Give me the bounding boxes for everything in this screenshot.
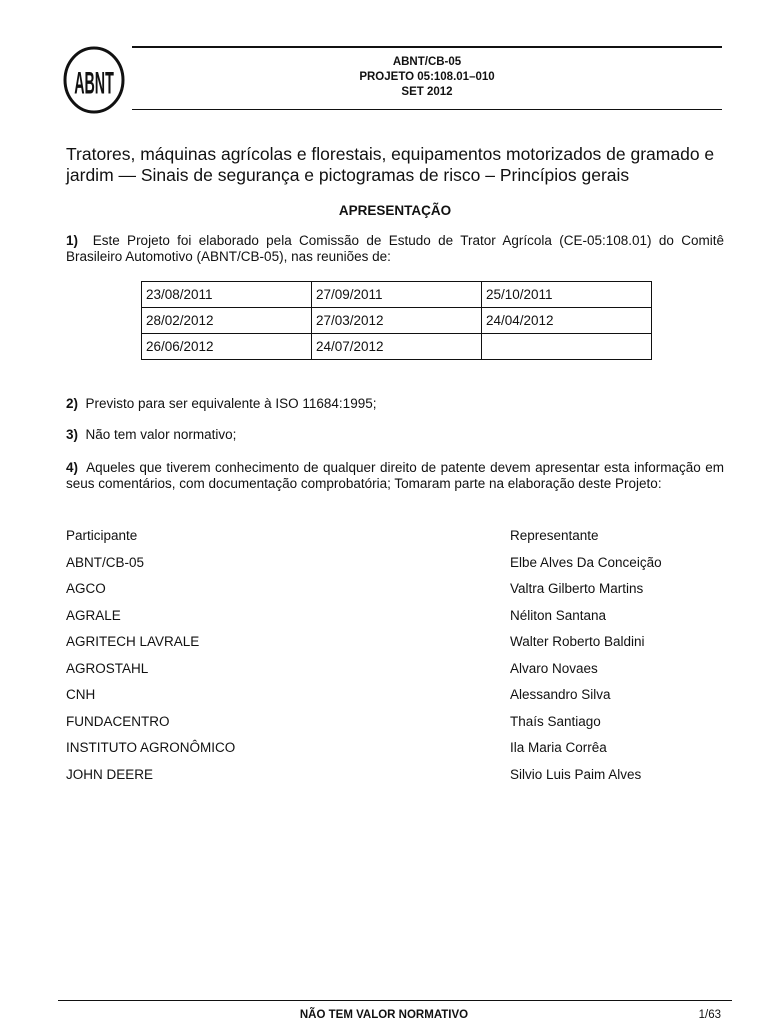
representative-name: Alessandro Silva — [510, 687, 611, 702]
section-heading: APRESENTAÇÃO — [338, 203, 452, 218]
representative-name: Valtra Gilberto Martins — [510, 581, 644, 596]
table-row — [142, 282, 652, 308]
participant-name: AGCO — [66, 581, 106, 596]
paragraph-1 — [66, 233, 724, 265]
participant-name: AGRITECH LAVRALE — [66, 634, 200, 649]
document-header — [132, 55, 722, 100]
participant-name: AGROSTAHL — [66, 660, 149, 676]
meeting-date: 24/07/2012 — [312, 334, 482, 360]
abnt-logo — [63, 46, 125, 114]
paragraph-number: 3) — [66, 427, 79, 442]
table-row — [142, 308, 652, 334]
meeting-date: 27/03/2012 — [312, 308, 482, 334]
table-row — [142, 334, 652, 360]
paragraph-number: 2) — [66, 396, 79, 411]
meeting-date: 24/04/2012 — [482, 308, 652, 334]
representative-name: Thaís Santiago — [510, 713, 601, 729]
representative-name: Walter Roberto Baldini — [510, 634, 645, 649]
representative-name: Néliton Santana — [510, 607, 607, 623]
meeting-date-empty — [482, 334, 652, 360]
participant-name: CNH — [66, 687, 96, 702]
meeting-date: 25/10/2011 — [482, 282, 652, 308]
representatives-column — [510, 523, 662, 788]
participant-name: ABNT/CB-05 — [66, 554, 145, 570]
page-number: 1/63 — [698, 1009, 721, 1021]
document-title: Tratores, máquinas agrícolas e florestais, equipamentos motorizados de gramado e jardim — Sinais de segurança e pictogramas de risco – Princípios gerais — [66, 144, 715, 185]
project-date: SET 2012 — [401, 86, 453, 98]
header-rule-bottom — [132, 109, 722, 110]
footer-notice: NÃO TEM VALOR NORMATIVO — [299, 1009, 469, 1021]
meetings-table — [141, 281, 652, 360]
participants-header: Participante — [66, 528, 138, 543]
paragraph-text: Não tem valor normativo; — [85, 427, 237, 442]
footer-rule — [58, 1000, 732, 1001]
participant-name: JOHN DEERE — [66, 766, 154, 782]
representative-name: Silvio Luis Paim Alves — [510, 766, 642, 782]
representative-name: Elbe Alves Da Conceição — [510, 554, 662, 570]
paragraph-text: Aqueles que tiverem conhecimento de qualquer direito de patente devem apresentar esta informação em seus comentários, com documentação comprobatória; Tomaram parte na elaboração deste Projeto: — [66, 460, 724, 491]
meeting-date: 23/08/2011 — [142, 282, 312, 308]
paragraph-number: 1) — [66, 233, 79, 248]
participant-name: AGRALE — [66, 607, 121, 623]
representative-name: Alvaro Novaes — [510, 660, 598, 676]
committee-code: ABNT/CB-05 — [392, 56, 462, 68]
paragraph-4 — [66, 460, 724, 492]
paragraph-number: 4) — [66, 460, 79, 475]
header-rule-top — [132, 46, 722, 48]
logo-text: ABNT — [74, 66, 114, 102]
representative-name: Ila Maria Corrêa — [510, 740, 607, 755]
paragraph-3 — [66, 427, 724, 443]
meeting-date: 28/02/2012 — [142, 308, 312, 334]
meeting-date: 27/09/2011 — [312, 282, 482, 308]
paragraph-text: Previsto para ser equivalente à ISO 11684:1995; — [85, 396, 377, 411]
meeting-date: 26/06/2012 — [142, 334, 312, 360]
participants-column — [66, 523, 235, 788]
paragraph-text: Este Projeto foi elaborado pela Comissão de Estudo de Trator Agrícola (CE-05:108.01) do Comitê Brasileiro Automotivo (ABNT/CB-05), nas reuniões de: — [66, 233, 724, 264]
representatives-header: Representante — [510, 528, 599, 543]
paragraph-2 — [66, 396, 724, 412]
participant-name: FUNDACENTRO — [66, 713, 170, 729]
project-code: PROJETO 05:108.01–010 — [359, 71, 495, 83]
participant-name: INSTITUTO AGRONÔMICO — [66, 740, 236, 755]
